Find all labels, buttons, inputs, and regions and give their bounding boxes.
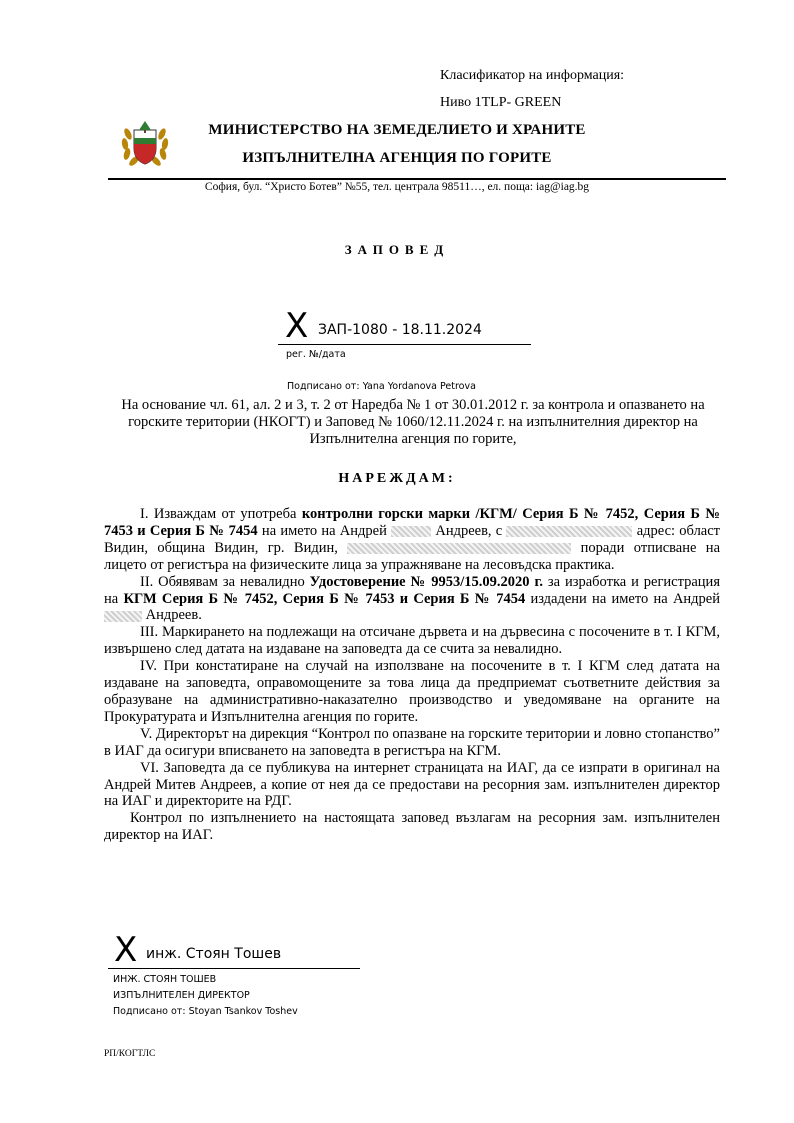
order-heading: НАРЕЖДАМ: xyxy=(338,471,456,486)
order-body xyxy=(104,506,720,844)
redacted-text xyxy=(104,611,142,622)
intro-paragraph: На основание чл. 61, ал. 2 и 3, т. 2 от Наредба № 1 от 30.01.2012 г. за контрола и опазването на горските територии (НКОГТ) и Заповед № 1060/12.11.2024 г. на изпълнителния директор на Изпълнителна агенция по горите, xyxy=(121,397,705,447)
registration-signed-by: Подписано от: Yana Yordanova Petrova xyxy=(287,381,476,392)
order-item-4: IV. При констатиране на случай на използване на посочените в т. I КГМ след датата на издаване на заповедта, оправомощените за това лица да предприемат съответните действия за образуване на административно-наказателно производство и уведомяване на органите на Прокуратурата и Изпълнителна агенция по горите. xyxy=(104,658,720,725)
director-signature-mark: X xyxy=(114,930,138,970)
order-item-1: I. Изваждам от употреба контролни горски марки /КГМ/ Серия Б № 7452, Серия Б № 7453 и Серия Б № 7454 на името на Андрей Андреев, с адрес: област Видин, община Видин, гр. Видин, поради отписване на лицето от регистъра на физическите лица за упражняване на лесовъдска практика. xyxy=(104,506,721,573)
director-position: ИЗПЪЛНИТЕЛЕН ДИРЕКТОР xyxy=(113,990,250,1001)
registration-signature-mark: X xyxy=(285,306,309,346)
header-divider xyxy=(108,178,726,180)
redacted-text xyxy=(347,543,571,554)
order-item-3: III. Маркирането на подлежащи на отсичане дървета и на дървесина с посочените в т. I КГМ, извършено след датата на издаване на заповедта да се счита за невалидно. xyxy=(104,624,720,658)
classification-level: Ниво 1TLP- GREEN xyxy=(440,95,562,110)
classification-label: Класификатор на информация: xyxy=(440,68,625,83)
control-clause: Контрол по изпълнението на настоящата заповед възлагам на ресорния зам. изпълнителен директор на ИАГ. xyxy=(104,810,720,844)
order-item-2: II. Обявявам за невалидно Удостоверение № 9953/15.09.2020 г. за изработка и регистрация на КГМ Серия Б № 7452, Серия Б № 7453 и Серия Б № 7454 издадени на името на Андрей Андреев. xyxy=(104,573,721,624)
director-name: ИНЖ. СТОЯН ТОШЕВ xyxy=(113,974,217,985)
registration-line xyxy=(278,344,531,345)
director-signature-name: инж. Стоян Тошев xyxy=(146,946,282,962)
ministry-title: МИНИСТЕРСТВО НА ЗЕМЕДЕЛИЕТО И ХРАНИТЕ xyxy=(208,122,586,138)
redacted-text xyxy=(506,526,632,537)
director-signed-by: Подписано от: Stoyan Tsankov Toshev xyxy=(113,1006,298,1017)
footer-code: РП/КОГТЛС xyxy=(104,1049,156,1059)
registration-caption: рег. №/дата xyxy=(286,349,346,360)
agency-address: София, бул. “Христо Ботев” №55, тел. централа 98511…, ел. поща: iag@iag.bg xyxy=(204,181,590,193)
document-title: ЗАПОВЕД xyxy=(344,242,450,257)
agency-title: ИЗПЪЛНИТЕЛНА АГЕНЦИЯ ПО ГОРИТЕ xyxy=(242,150,552,166)
director-signature-line xyxy=(108,968,360,969)
order-item-6: VI. Заповедта да се публикува на интернет страницата на ИАГ, да се изпрати в оригинал на Андрей Митев Андреев, а копие от нея да се предостави на ресорния зам. изпълнителен директор на ИАГ и директорите на РДГ. xyxy=(104,759,720,810)
order-item-5: V. Директорът на дирекция “Контрол по опазване на горските територии и ловно стопанство” в ИАГ да осигури вписването на заповедта в регистъра на КГМ. xyxy=(104,725,720,759)
redacted-text xyxy=(391,526,431,537)
registration-number: ЗАП-1080 - 18.11.2024 xyxy=(318,322,482,338)
